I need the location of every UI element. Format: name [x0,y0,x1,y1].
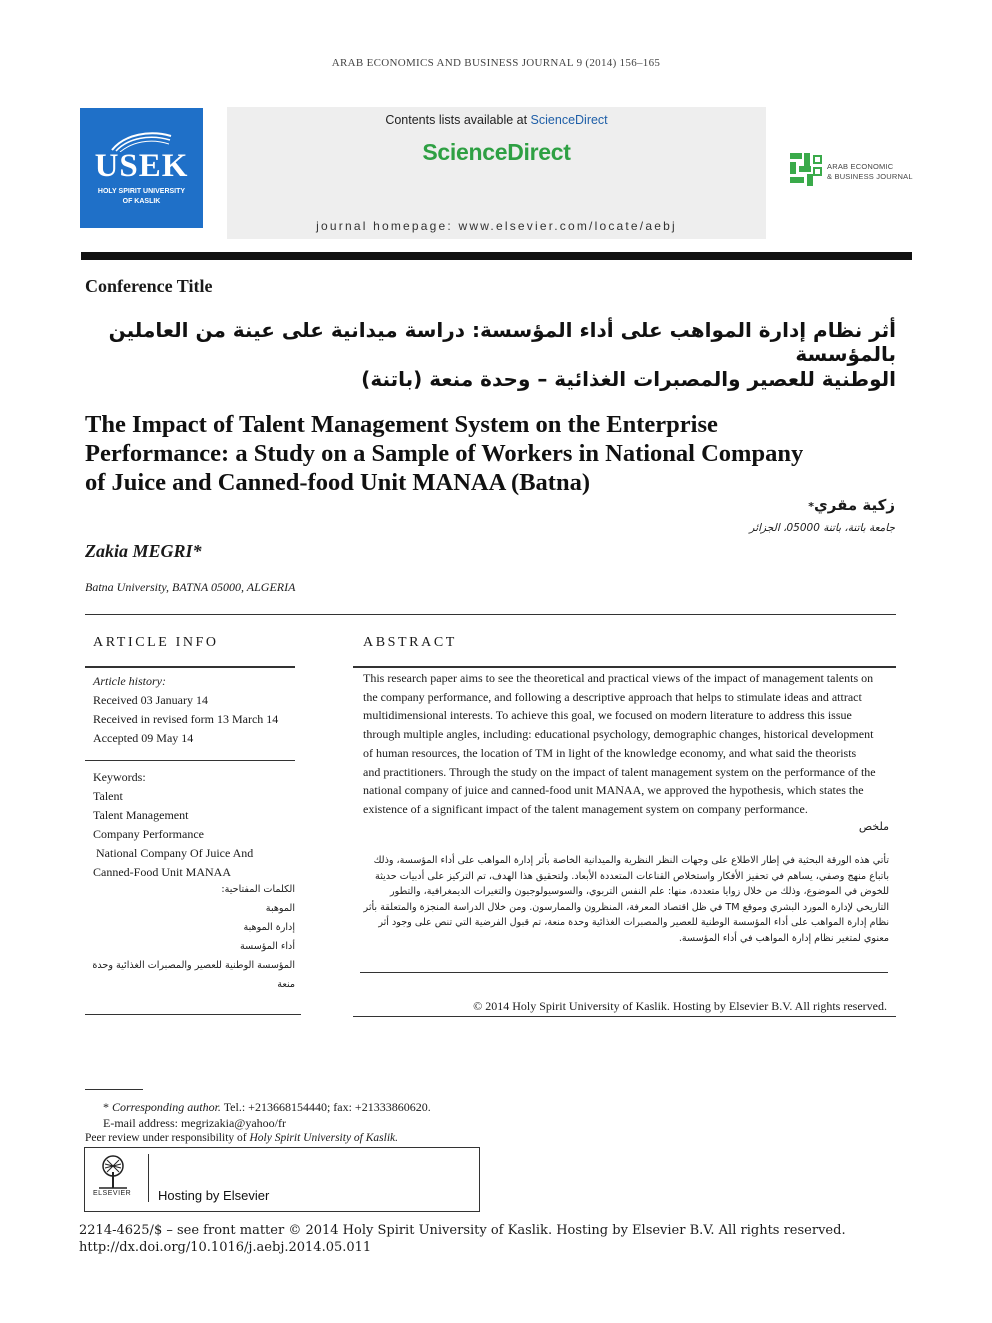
arabic-keywords-label: الكلمات المفتاحية: [221,884,295,895]
article-info-bottom-rule [85,1014,301,1015]
peer-review-note [85,1132,398,1144]
aebj-logo [789,152,919,192]
arabic-author-name: زكية مقري [814,496,895,514]
history-label: Article history: [93,674,166,688]
issn-line: 2214-4625/$ – see front matter © 2014 Holy Spirit University of Kaslik. Hosting by Elsevier B.V. All rights reserved. [79,1223,846,1238]
aebj-line1: ARAB ECONOMIC [827,162,894,171]
abstract-text [363,669,887,819]
received-date: Received 03 January 14 [93,693,208,707]
arabic-keywords-block [85,880,295,994]
copyright-notice: © 2014 Holy Spirit University of Kaslik. Hosting by Elsevier B.V. All rights reserved. [473,999,887,1013]
arabic-keyword-item: المؤسسة الوطنية للعصير والمصبرات الغذائية وحدة [92,960,295,971]
email-address[interactable]: E-mail address: megrizakia@yahoo/fr [103,1116,286,1130]
arabic-abstract-line: للخوض في الموضوع، وذلك من خلال زوايا متعددة، منها: علم النفس التربوي، والسوسيولوجيون والتغيرات الديمغرافية، والتطور [390,886,889,898]
abstract-line: of human resources, the location of TM in light of the knowledge economy, and what said the theorists [363,745,857,760]
abstract-line: This research paper aims to see the theoretical and practical views of the impact of management talents on [363,671,874,685]
aebj-mark-icon [789,152,823,188]
keywords-rule [85,760,295,761]
elsevier-tree-icon [93,1154,133,1190]
elsevier-hosting-box [84,1147,480,1212]
sciencedirect-brand: ScienceDirect [422,139,571,165]
arabic-author-mark: * [808,500,815,513]
aebj-line2: & BUSINESS JOURNAL [827,172,913,181]
corresponding-label: Corresponding author. [112,1100,221,1114]
journal-citation: ARAB ECONOMICS AND BUSINESS JOURNAL 9 (2014) 156–165 [331,57,661,69]
header-rule [81,252,912,260]
abstract-heading: ABSTRACT [363,635,457,650]
english-title-line2: Performance: a Study on a Sample of Workers in National Company [85,440,804,467]
contents-available [227,113,766,127]
revised-date: Received in revised form 13 March 14 [93,712,279,726]
keywords-label: Keywords: [93,770,146,784]
arabic-title-line2: الوطنية للعصير والمصبرات الغذائية – وحدة منعة (باتنة) [361,367,896,391]
article-info-heading: ARTICLE INFO [93,635,219,650]
conference-title: Conference Title [85,276,213,296]
sciencedirect-banner [227,107,766,239]
arabic-abstract-text [355,853,889,947]
arabic-abstract-line: تأتي هذه الورقة البحثية في إطار الاطلاع على وجهات النظر النظرية والميدانية الخاصة بأثر إدارة المواهب على أداء المؤسسة، وذلك [373,855,889,866]
arabic-abstract-line: نظام إدارة المواهب على أداء المؤسسة الوطنية للعصير والمصبرات الغذائية وحدة منعة، تم قبول الفرضية التي تنص على وجود أثر [378,917,889,929]
elsevier-wordmark: ELSEVIER [93,1190,132,1197]
arabic-keyword-item: منعة [277,979,295,990]
phone-fax: Tel.: +213668154440; fax: +21333860620. [220,1100,431,1114]
arabic-keyword-item: إدارة الموهبة [243,922,295,933]
doi-link[interactable]: http://dx.doi.org/10.1016/j.aebj.2014.05.011 [79,1240,372,1255]
usek-logo [80,108,203,228]
elsevier-divider [148,1154,149,1202]
keyword-item: Company Performance [93,827,204,841]
abstract-bottom-rule [353,1016,896,1017]
usek-name: USEK [94,148,189,184]
abstract-line: existence of a significant impact of the talent management system on company performance. [363,801,808,816]
english-title [85,410,885,497]
arabic-keyword-item: الموهبة [265,903,295,914]
keyword-item: Talent [93,789,123,803]
abstract-inner-rule [360,972,888,973]
keywords-block [93,768,253,882]
article-history [93,672,278,748]
abstract-line: multidimensional interests. To achieve this goal, we focused on modern literature to address this issue [363,708,852,723]
corresponding-author-note [103,1100,431,1115]
section-divider [85,614,896,615]
usek-subtitle-line2: OF KASLIK [122,198,161,205]
abstract-line: the company performance, and following a descriptive approach that helps to stimulate ideas and attract [363,689,862,704]
arabic-abstract-line: باتباع منهج وصفي، يساهم في تحفيز الأفكار واستخلاص القناعات المتعددة الأبعاد. ولتحقيق هذا الهدف، تم التركيز على أدبيات حديثة [375,870,889,882]
arabic-abstract-line: معنوي لمتغير نظام إدارة المواهب في أداء المؤسسة. [678,932,889,944]
hosting-by-elsevier: Hosting by Elsevier [158,1188,270,1203]
issn-doi-block [79,1222,846,1256]
sciencedirect-link[interactable]: ScienceDirect [530,113,608,127]
abstract-line: through multiple angles, including: educational psychology, demographic changes, historical development [363,727,874,742]
keyword-item: National Company Of Juice And [93,846,254,860]
abstract-line: national company of juice and canned-food unit MANAA, we approved the hypothesis, which states the [363,783,864,798]
usek-subtitle-line1: HOLY SPIRIT UNIVERSITY [97,188,186,195]
english-author: Zakia MEGRI* [85,541,202,561]
aebj-text [827,162,913,182]
arabic-title-line1: أثر نظام إدارة المواهب على أداء المؤسسة: دراسة ميدانية على عينة من العاملين بالمؤسسة [108,318,896,366]
footnote-star: * [103,1100,112,1114]
abstract-rule [353,666,896,668]
abstract-line: and practitioners. Through the study on the impact of talent management system on the performance of the [363,764,876,779]
peer-review-prefix: Peer review under responsibility of [85,1132,250,1144]
peer-review-org: Holy Spirit University of Kaslik. [249,1132,399,1144]
keyword-item: Canned-Food Unit MANAA [93,865,231,879]
arabic-author [808,496,895,514]
contents-prefix: Contents lists available at [385,113,531,127]
arabic-keyword-item: أداء المؤسسة [240,941,295,952]
english-title-line1: The Impact of Talent Management System on the Enterprise [85,411,718,438]
arabic-abstract-heading: ملخص [858,820,889,833]
arabic-abstract-line: التاريخي لإدارة المورد البشري وموقع TM في ظل اقتصاد المعرفة، المنظرون والممارسون. ومن خلال الدراسة المنجزة والمتعلقة بأثر [363,901,889,913]
arabic-affiliation: جامعة باتنة، باتنة 05000، الجزائر [749,522,895,534]
english-affiliation: Batna University, BATNA 05000, ALGERIA [85,580,296,594]
english-title-line3: of Juice and Canned-food Unit MANAA (Batna) [85,469,591,496]
footnote-rule [85,1089,143,1090]
accepted-date: Accepted 09 May 14 [93,731,194,745]
article-info-rule [85,666,295,668]
keyword-item: Talent Management [93,808,189,822]
journal-homepage[interactable]: journal homepage: www.elsevier.com/locate/aebj [316,219,677,233]
